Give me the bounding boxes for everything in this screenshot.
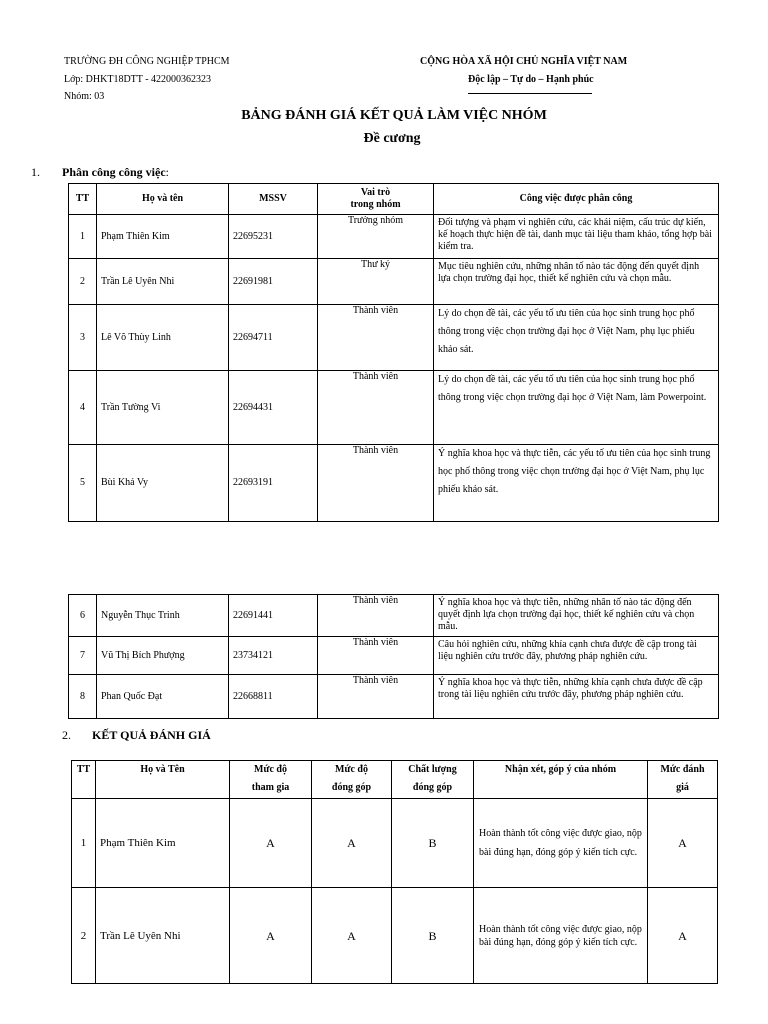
row-task: Lý do chọn đề tài, các yếu tố ưu tiên của học sinh trung học phổ thông trong việc chọn trường đại học ở Việt Nam, phụ lục phiếu khảo sát. [434,305,719,371]
header-final-line1: Mức đánh [660,764,705,775]
assignment-table-header [69,184,719,215]
section-1-heading [62,165,169,180]
row-name: Vũ Thị Bích Phượng [97,637,229,675]
row-name: Phạm Thiên Kim [97,215,229,259]
row-final: A [648,888,718,984]
row-tt: 4 [69,371,97,445]
header-task: Công việc được phân công [434,184,719,215]
group-number: Nhóm: 03 [64,91,105,102]
row-participation: A [230,799,312,888]
assignment-table-continued [68,594,719,719]
row-name: Phan Quốc Đạt [97,675,229,719]
header-final [648,761,718,799]
row-tt: 7 [69,637,97,675]
row-task: Câu hỏi nghiên cứu, những khía cạnh chưa được đề cập trong tài liệu nghiên cứu trước đây, phương pháp nghiên cứu. [434,637,719,675]
school-name: TRƯỜNG ĐH CÔNG NGHIỆP TPHCM [64,56,230,67]
table-row [69,595,719,637]
row-participation: A [230,888,312,984]
header-quality-line2: đóng góp [412,782,453,793]
row-task: Ý nghĩa khoa học và thực tiễn, những khía cạnh chưa được đề cập trong tài liệu nghiên cứu trước đây, phương pháp nghiên cứu. [434,675,719,719]
row-quality: B [392,888,474,984]
table-row [72,799,718,888]
table-row [69,215,719,259]
row-tt: 2 [72,888,96,984]
row-mssv: 22694711 [229,305,318,371]
row-name: Bùi Khả Vy [97,445,229,522]
header-role-line2: trong nhóm [350,199,401,210]
table-row [69,371,719,445]
table-row [69,445,719,522]
header-name: Họ và tên [97,184,229,215]
row-tt: 8 [69,675,97,719]
section-1-colon: : [165,165,170,179]
motto-underline [468,93,592,94]
row-task: Lý do chọn đề tài, các yếu tố ưu tiên của học sinh trung học phổ thông trong việc chọn trường đại học ở Việt Nam, làm Powerpoint. [434,371,719,445]
row-mssv: 23734121 [229,637,318,675]
header-role [318,184,434,215]
row-tt: 1 [69,215,97,259]
row-comment: Hoàn thành tốt công việc được giao, nộp bài đúng hạn, đóng góp ý kiến tích cực. [474,799,648,888]
section-1-number: 1. [31,165,40,179]
header-name: Họ và Tên [96,761,230,799]
row-mssv: 22695231 [229,215,318,259]
row-tt: 2 [69,259,97,305]
row-name: Trần Lê Uyên Nhi [96,888,230,984]
row-contribution: A [312,888,392,984]
table-row [69,637,719,675]
row-tt: 1 [72,799,96,888]
row-tt: 5 [69,445,97,522]
row-role: Trưởng nhóm [318,215,434,259]
header-tt: TT [69,184,97,215]
row-name: Nguyễn Thục Trinh [97,595,229,637]
page-subtitle: Đề cương [363,131,421,146]
row-role: Thành viên [318,595,434,637]
row-task: Ý nghĩa khoa học và thực tiễn, các yếu tố ưu tiên của học sinh trung học phổ thông trong việc chọn trường đại học ở Việt Nam, phụ lục phiếu khảo sát. [434,445,719,522]
row-tt: 6 [69,595,97,637]
row-contribution: A [312,799,392,888]
row-name: Lê Võ Thùy Linh [97,305,229,371]
row-comment: Hoàn thành tốt công việc được giao, nộp bài đúng hạn, đóng góp ý kiến tích cực. [474,888,648,984]
table-row [72,888,718,984]
section-2-number: 2. [62,728,71,742]
row-name: Phạm Thiên Kim [96,799,230,888]
header-mssv: MSSV [229,184,318,215]
nation-motto: Độc lập – Tự do – Hạnh phúc [468,74,594,85]
row-mssv: 22691981 [229,259,318,305]
row-role: Thành viên [318,371,434,445]
table-row [69,259,719,305]
row-name: Trần Lê Uyên Nhi [97,259,229,305]
row-task: Mục tiêu nghiên cứu, những nhân tố nào tác động đến quyết định lựa chọn trường đại học, thiết kế nghiên cứu và chọn mẫu. [434,259,719,305]
nation-name: CỘNG HÒA XÃ HỘI CHỦ NGHĨA VIỆT NAM [420,56,628,67]
header-contribution [312,761,392,799]
row-mssv: 22668811 [229,675,318,719]
evaluation-table-header [72,761,718,799]
row-name: Trần Tường Vi [97,371,229,445]
row-mssv: 22693191 [229,445,318,522]
row-mssv: 22694431 [229,371,318,445]
evaluation-table [71,760,718,984]
header-comment: Nhận xét, góp ý của nhóm [474,761,648,799]
header-tt: TT [72,761,96,799]
header-participation-line2: tham gia [251,782,290,793]
table-row [69,305,719,371]
row-task: Đối tượng và phạm vi nghiên cứu, các khái niệm, cấu trúc dự kiến, kế hoạch thực hiện đề tài, danh mục tài liệu tham khảo, tổng hợp bài kiểm tra. [434,215,719,259]
page-title: BẢNG ĐÁNH GIÁ KẾT QUẢ LÀM VIỆC NHÓM [241,108,547,123]
class-info: Lớp: DHKT18DTT - 422000362323 [64,74,212,85]
section-1-title: Phân công công việc [62,165,166,179]
row-quality: B [392,799,474,888]
row-role: Thành viên [318,445,434,522]
header-contribution-line1: Mức độ [335,764,368,775]
row-final: A [648,799,718,888]
header-participation [230,761,312,799]
section-2-title: KẾT QUẢ ĐÁNH GIÁ [92,728,211,742]
row-mssv: 22691441 [229,595,318,637]
header-participation-line1: Mức độ [254,764,287,775]
header-quality [392,761,474,799]
row-tt: 3 [69,305,97,371]
header-final-line2: giá [676,782,689,793]
row-role: Thành viên [318,637,434,675]
header-role-line1: Vai trò [360,187,391,198]
table-row [69,675,719,719]
header-contribution-line2: đóng góp [331,782,372,793]
row-role: Thư ký [318,259,434,305]
assignment-table [68,183,719,522]
row-task: Ý nghĩa khoa học và thực tiễn, những nhân tố nào tác động đến quyết định lựa chọn trường đại học, thiết kế nghiên cứu và chọn mẫu. [434,595,719,637]
row-role: Thành viên [318,675,434,719]
header-quality-line1: Chất lượng [408,764,457,775]
row-role: Thành viên [318,305,434,371]
